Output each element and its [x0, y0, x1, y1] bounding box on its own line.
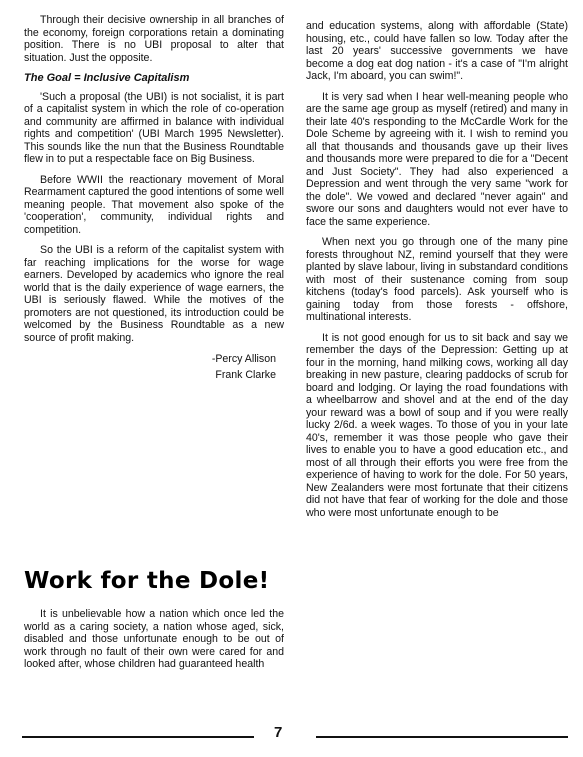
signature-percy-allison: -Percy Allison — [211, 353, 276, 365]
signature-frank-clarke: Frank Clarke — [215, 369, 276, 381]
left-paragraph-4: So the UBI is a reform of the capitalist system with far reaching implications for the worse for wage earners. Developed by academics who ignore the real world that is the daily experience of wage earners, the UBI is seriously flawed. While the motives of the promoters are not questioned, its introduction could be welcomed by the Business Roundtable as a new source of profit making. — [24, 244, 284, 344]
left-paragraph-1: Through their decisive ownership in all branches of the economy, foreign corporations retain a dominating position. There is no UBI proposal to alter that situation. Just the opposite. — [24, 14, 284, 64]
right-paragraph-4: It is not good enough for us to sit back and say we remember the days of the Depression: Getting up at four in the morning, hand milking cows, working all day breaking in new pasture, clearing paddocks of scrub for board and lodging. Or laying the road foundations with a wheelbarrow and shovel and at the end of the day your reward was a bowl of soup and if you were really lucky 2/6d. a week wages. To those of you in your late 40's, remember it was those people who gave their lives to enable you to have a good education etc., and most of all through their efforts you were free from the experience of having to work for the dole. For 50 years, New Zealanders were most fortunate that their citizens did not have that fear of working for the dole and those who were most unfortunate enough to be — [306, 331, 568, 519]
article-headline: Work for the Dole! — [24, 568, 270, 594]
article-intro-column — [24, 608, 284, 671]
left-column — [24, 14, 284, 382]
article-intro-paragraph: It is unbelievable how a nation which once led the world as a caring society, a nation whose aged, sick, disabled and those unfortunate enough to be out of work through no fault of their own were cared for and looked after, whose children had guaranteed health — [24, 608, 284, 670]
footer-rule-left — [22, 736, 254, 738]
subheading-inclusive-capitalism: The Goal = Inclusive Capitalism — [24, 72, 190, 84]
left-paragraph-2: 'Such a proposal (the UBI) is not socialist, it is part of a capitalist system in which the role of co-operation and community are affirmed in balance with individual rights and competition' (UBI March 1995 Newsletter). This sounds like the nun that the Business Roundtable flew in to put a respectable face on Big Business. — [24, 90, 284, 165]
footer-rule-right — [316, 736, 568, 738]
left-paragraph-3: Before WWII the reactionary movement of Moral Rearmament captured the good intentions of some well meaning people. That movement also spoke of the 'cooperation', community, individual rights and competition. — [24, 173, 284, 236]
right-paragraph-2: It is very sad when I hear well-meaning people who are the same age group as myself (retired) and many in their late 40's responding to the McCardle Work for the Dole Scheme by agreeing with it. I wish to remind you all that thousands and thousands gave up their lives and thousands more were prepared to die for a "Decent and Just Society". They had also experienced a Depression and went through the very same "work for the dole". We vowed and declared "never again" and swore our sons and daughters would not ever have to face the same experience. — [306, 90, 568, 228]
page-number: 7 — [274, 724, 283, 741]
right-paragraph-1: and education systems, along with affordable (State) housing, etc., could have fallen so low. Today after the last 20 years' successive governments we have become a dog eat dog nation - it's a case of "I'm alright Jack, I'm aboard, you can swim!". — [306, 20, 568, 82]
right-column — [306, 20, 568, 527]
right-paragraph-3: When next you go through one of the many pine forests throughout NZ, remind yourself that they were planted by slave labour, living in substandard conditions with most of their sustenance coming from soup kitchens (today's food parcels). Ask yourself who is gaining today from those forests - offshore, multinational interests. — [306, 236, 568, 323]
